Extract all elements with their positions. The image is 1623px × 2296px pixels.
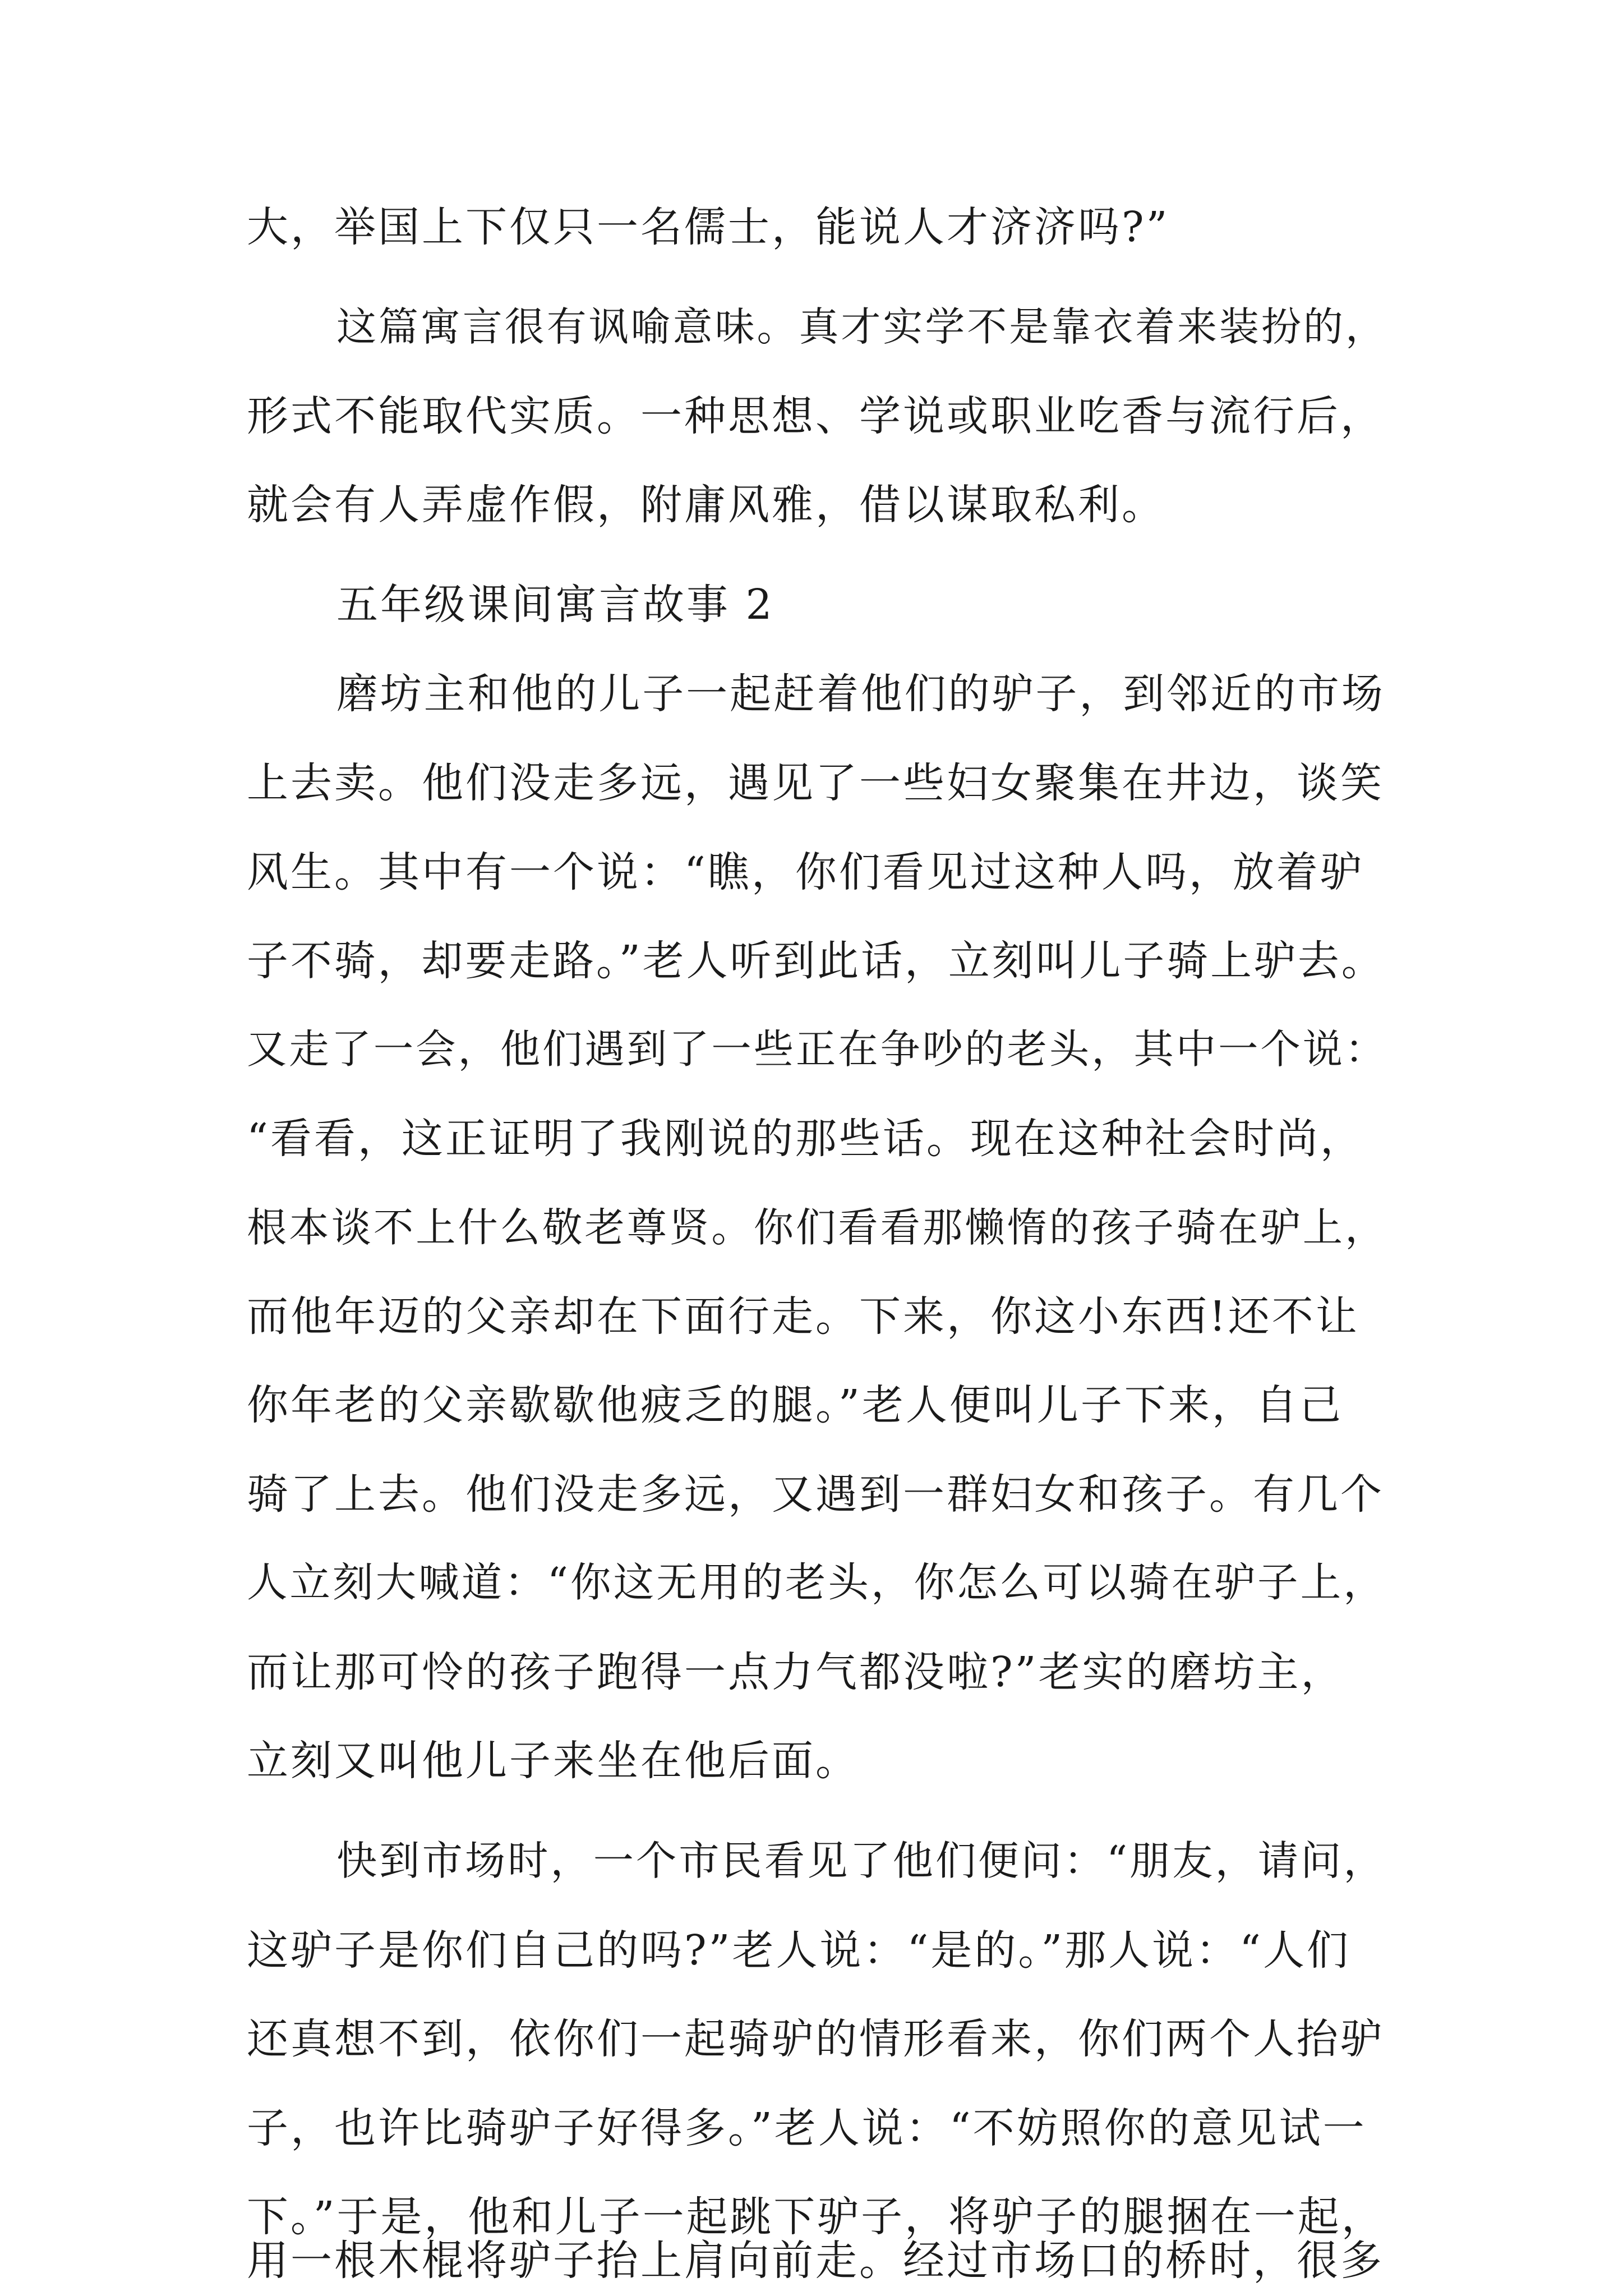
text-line: 子，也许比骑驴子好得多。”老人说：“不妨照你的意见试一 [247,2104,1367,2152]
text-line: 又走了一会，他们遇到了一些正在争吵的老头，其中一个说： [247,1026,1387,1073]
text-line: 磨坊主和他的儿子一起赶着他们的驴子，到邻近的市场 [336,670,1385,718]
text-line: 而他年迈的父亲却在下面行走。下来，你这小东西!还不让 [247,1292,1359,1341]
text-line: “看看，这正证明了我刚说的那些话。现在这种社会时尚， [247,1115,1364,1163]
text-line: 就会有人弄虚作假，附庸风雅，借以谋取私利。 [247,481,1165,529]
text-line: 这篇寓言很有讽喻意味。真才实学不是靠衣着来装扮的， [336,303,1387,350]
text-line: 根本谈不上什么敬老尊贤。你们看看那懒惰的孩子骑在驴上， [247,1204,1387,1251]
text-line: 而让那可怜的孩子跑得一点力气都没啦?”老实的磨坊主， [247,1648,1345,1696]
section-heading: 五年级课间寓言故事 2 [336,581,774,629]
text-line: 上去卖。他们没走多远，遇见了一些妇女聚集在井边，谈笑 [247,759,1384,807]
text-line: 立刻又叫他儿子来坐在他后面。 [247,1737,859,1785]
text-line: 这驴子是你们自己的吗?”老人说：“是的。”那人说：“人们 [247,1926,1350,1975]
text-line: 人立刻大喊道：“你这无用的老头，你怎么可以骑在驴子上， [247,1559,1386,1607]
text-line: 形式不能取代实质。一种思想、学说或职业吃香与流行后， [247,392,1384,440]
text-line: 用一根木棍将驴子抬上肩向前走。经过市场口的桥时，很多 [247,2237,1384,2285]
text-line: 下。”于是，他和儿子一起跳下驴子，将驴子的腿捆在一起， [247,2193,1385,2241]
text-line: 子不骑，却要走路。”老人听到此话，立刻叫儿子骑上驴去。 [247,937,1385,985]
text-line: 骑了上去。他们没走多远，又遇到一群妇女和孩子。有几个 [247,1470,1384,1519]
text-line: 大，举国上下仅只一名儒士，能说人才济济吗?” [247,203,1170,251]
text-line: 还真想不到，依你们一起骑驴的情形看来，你们两个人抬驴 [247,2015,1384,2063]
text-line: 快到市场时，一个市民看见了他们便问：“朋友，请问， [336,1838,1386,1885]
text-line: 风生。其中有一个说：“瞧，你们看见过这种人吗，放着驴 [247,848,1364,896]
text-line: 你年老的父亲歇歇他疲乏的腿。”老人便叫儿子下来，自己 [247,1381,1343,1429]
